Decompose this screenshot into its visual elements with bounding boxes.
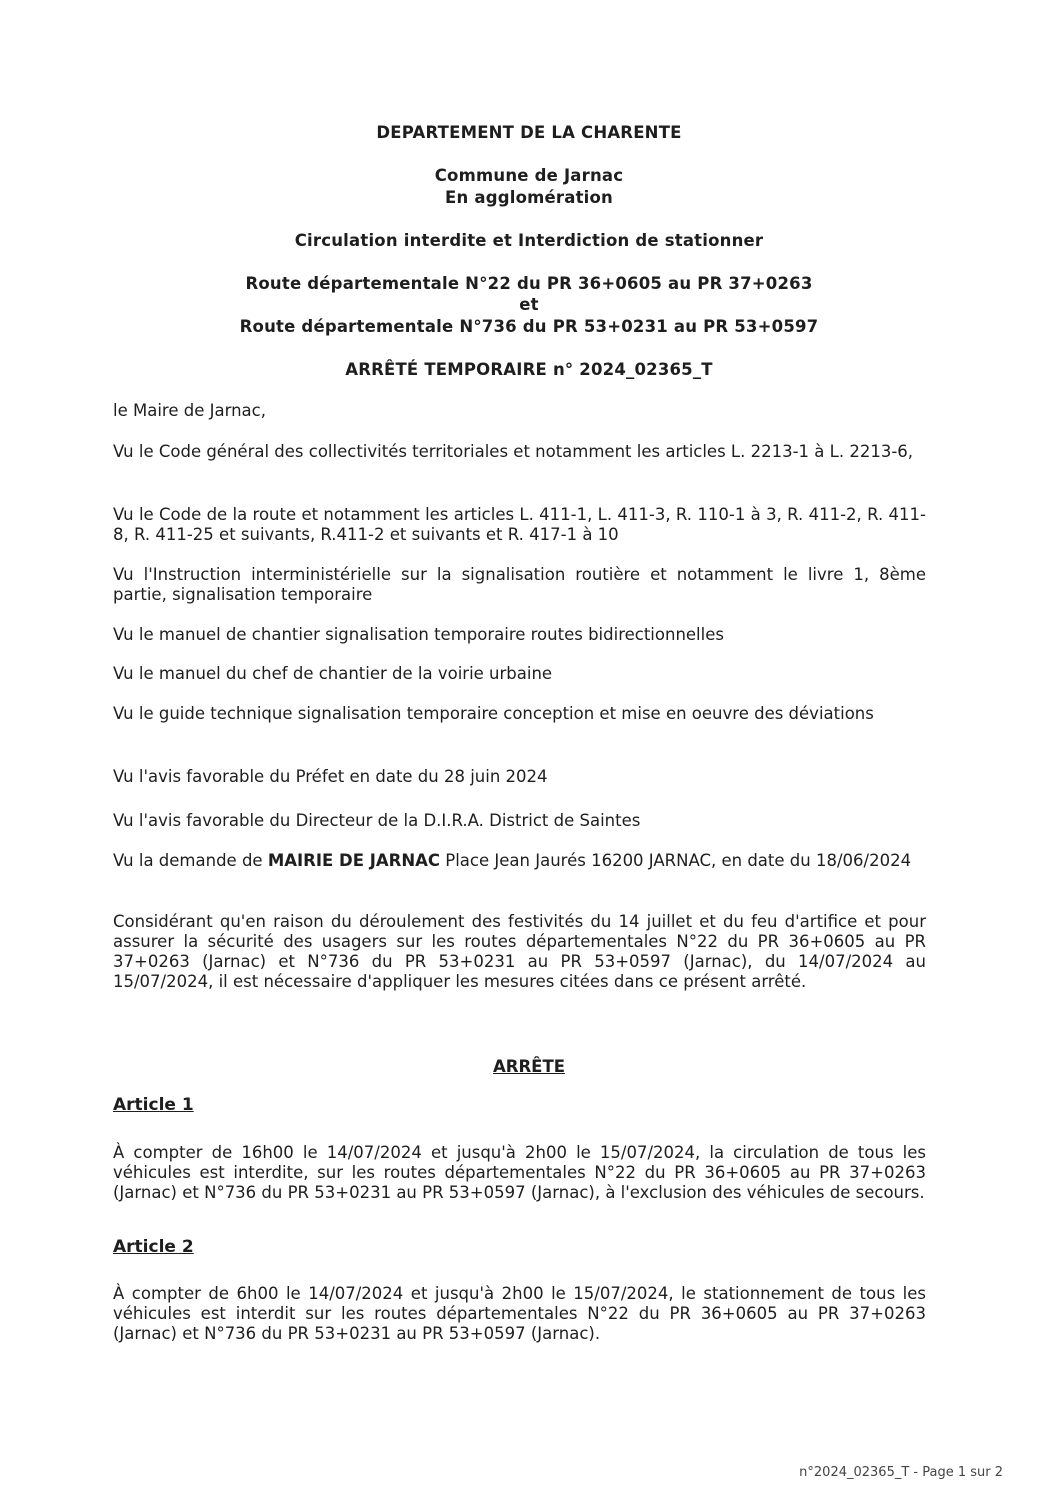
vu-paragraph-cgct: Vu le Code général des collectivités territoriales et notamment les articles L. 2213-1 à L. 2213-6, [113,442,914,461]
arrete-title: ARRÊTE [493,1057,565,1076]
considerant-paragraph: Considérant qu'en raison du déroulement des festivités du 14 juillet et du feu d'artifice et pour assurer la sécurité des usagers sur les routes départementales N°22 du PR 36+0605 au PR 37+0263 (Jarnac) et N°736 du PR 53+0231 au PR 53+0597 (Jarnac), du 14/07/2024 au 15/07/2024, il est nécessaire d'appliquer les mesures citées dans ce présent arrêté. [113,912,926,991]
arrete-number-heading: ARRÊTÉ TEMPORAIRE n° 2024_02365_T [345,360,713,379]
vu-paragraph-avis-prefet: Vu l'avis favorable du Préfet en date du 28 juin 2024 [113,767,548,786]
vu-paragraph-code-route: Vu le Code de la route et notamment les articles L. 411-1, L. 411-3, R. 110-1 à 3, R. 411-2, R. 411-8, R. 411-25 et suivants, R.411-2 et suivants et R. 417-1 à 10 [113,505,926,544]
conjunction-heading: et [519,295,539,314]
vu-paragraph-demande [113,851,926,871]
article-2-title: Article 2 [113,1237,194,1257]
demande-suffix: Place Jean Jaurés 16200 JARNAC, en date du 18/06/2024 [440,851,912,870]
demande-prefix: Vu la demande de [113,851,268,870]
article-2-text: À compter de 6h00 le 14/07/2024 et jusqu'à 2h00 le 15/07/2024, le stationnement de tous les véhicules est interdit sur les routes départementales N°22 du PR 36+0605 au PR 37+0263 (Jarnac) et N°736 du PR 53+0231 au PR 53+0597 (Jarnac). [113,1284,926,1343]
zone-heading: En agglomération [445,188,613,207]
demande-requester: MAIRIE DE JARNAC [267,851,441,870]
article-1-title: Article 1 [113,1095,194,1115]
commune-heading: Commune de Jarnac [434,166,624,185]
route1-heading: Route départementale N°22 du PR 36+0605 au PR 37+0263 [245,274,813,293]
department-heading: DEPARTEMENT DE LA CHARENTE [376,123,682,142]
article-1-text: À compter de 16h00 le 14/07/2024 et jusqu'à 2h00 le 15/07/2024, la circulation de tous les véhicules est interdite, sur les routes départementales N°22 du PR 36+0605 au PR 37+0263 (Jarnac) et N°736 du PR 53+0231 au PR 53+0597 (Jarnac), à l'exclusion des véhicules de secours. [113,1143,926,1202]
maire-line: le Maire de Jarnac, [113,401,266,420]
vu-paragraph-manuel-voirie: Vu le manuel du chef de chantier de la voirie urbaine [113,664,553,683]
vu-paragraph-guide-technique: Vu le guide technique signalisation temporaire conception et mise en oeuvre des déviations [113,704,874,723]
vu-paragraph-avis-dira: Vu l'avis favorable du Directeur de la D.I.R.A. District de Saintes [113,811,641,830]
vu-paragraph-manuel-chantier: Vu le manuel de chantier signalisation temporaire routes bidirectionnelles [113,625,724,644]
vu-paragraph-instruction: Vu l'Instruction interministérielle sur la signalisation routière et notamment le livre 1, 8ème partie, signalisation temporaire [113,565,926,604]
subject-heading: Circulation interdite et Interdiction de stationner [294,231,764,250]
page-footer: n°2024_02365_T - Page 1 sur 2 [799,1465,1003,1480]
route2-heading: Route départementale N°736 du PR 53+0231 au PR 53+0597 [239,317,819,336]
